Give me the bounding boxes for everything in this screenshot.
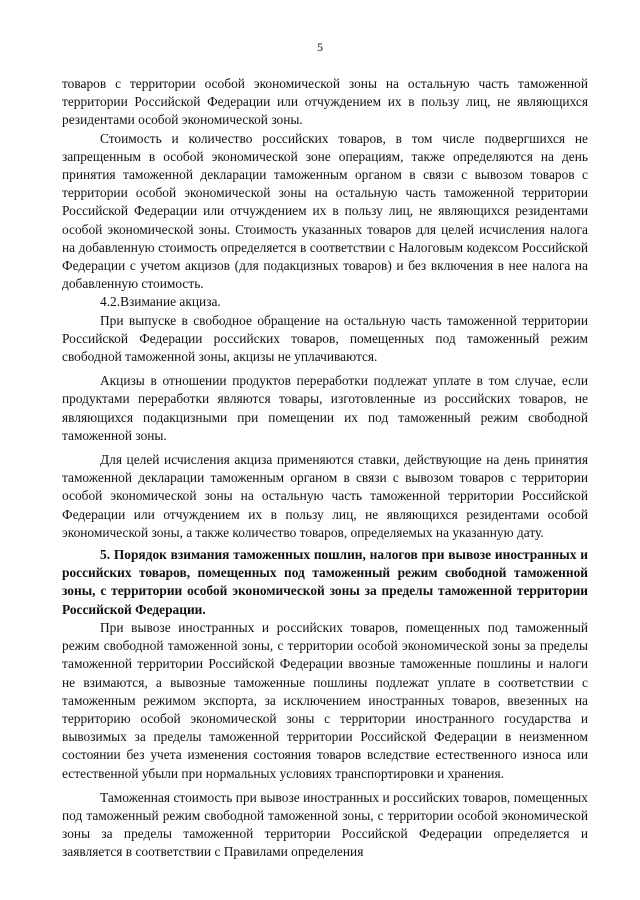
paragraph-continuation: товаров с территории особой экономической зоны на остальную часть таможенной территории Российской Федерации или отчуждением их в пользу лиц, не являющихся резидентами особой экономической зоны. (62, 76, 588, 128)
page-number: 5 (317, 40, 323, 54)
paragraph-russian-goods-value: Стоимость и количество российских товаров, в том числе подвергшихся не запрещенным в особой экономической зоне операциям, также определяются на день принятия таможенной декларации таможенным органом в связи с вывозом товаров с территории особой экономической зоны на остальную часть таможенной территории Российской Федерации или отчуждением их в пользу лиц, не являющихся резидентами особой экономической зоны. Стоимость указанных товаров для целей исчисления налога на добавленную стоимость определяется в соответствии с Налоговым кодексом Российской Федерации с учетом акцизов (для подакцизных товаров) и без включения в нее налога на добавленную стоимость. (62, 130, 588, 292)
section-heading-export-procedure: 5. Порядок взимания таможенных пошлин, налогов при вывозе иностранных и российских товаров, помещенных под таможенный режим свободной таможенной зоны, с территории особой экономической зоны за пределы таможенной территории Российской Федерации. (62, 547, 588, 617)
document-body (62, 75, 588, 862)
paragraph-excise-rates: Для целей исчисления акциза применяются ставки, действующие на день принятия таможенной декларации таможенным органом в связи с вывозом товаров с территории особой экономической зоны на остальную часть таможенной территории Российской Федерации или отчуждением их в пользу лиц, не являющихся резидентами особой экономической зоны, а также количество товаров, определяемых на указанную дату. (62, 452, 588, 540)
paragraph-excise-processing: Акцизы в отношении продуктов переработки подлежат уплате в том случае, если продуктами переработки являются товары, изготовленные из российских товаров, не являющихся подакцизными при помещении их под таможенный режим свободной таможенной зоны. (62, 373, 588, 443)
section-heading-excise: 4.2.Взимание акциза. (100, 294, 221, 310)
paragraph-excise-release: При выпуске в свободное обращение на остальную часть таможенной территории Российской Федерации российских товаров, помещенных под таможенный режим свободной таможенной зоны, акцизы не уплачиваются. (62, 312, 588, 365)
paragraph-customs-value: Таможенная стоимость при вывозе иностранных и российских товаров, помещенных под таможенный режим свободной таможенной зоны, с территории особой экономической зоны за пределы таможенной территории Российской Федерации определяется и заявляется в соответствии с Правилами определения (62, 789, 588, 860)
paragraph-export-duties: При вывозе иностранных и российских товаров, помещенных под таможенный режим свободной таможенной зоны, с территории особой экономической зоны за пределы таможенной территории Российской Федерации ввозные таможенные пошлины и налоги не взимаются, а вывозные таможенные пошлины подлежат уплате в соответствии с таможенным режимом экспорта, за исключением иностранных товаров, ввезенных на территорию особой экономической зоны с территории иностранного государства и вывозимых за пределы таможенной территории Российской Федерации в неизменном состоянии без учета изменения состояния товаров вследствие естественного износа или естественной убыли при нормальных условиях транспортировки и хранения. (62, 619, 588, 781)
